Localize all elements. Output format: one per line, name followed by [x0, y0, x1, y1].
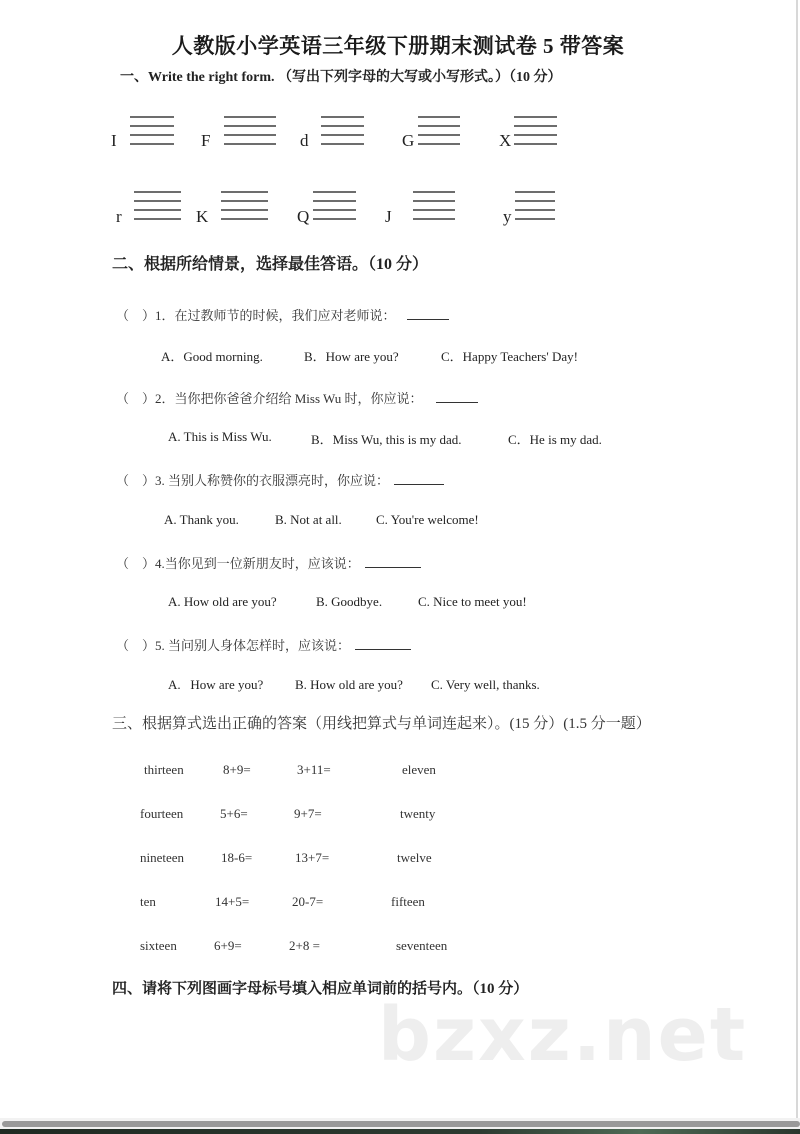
question-3: [116, 470, 444, 489]
writing-lines: [313, 191, 356, 227]
option-1c: C．Happy Teachers' Day!: [441, 349, 578, 364]
option-5b: B. How old are you?: [295, 677, 403, 692]
match-word-left: sixteen: [140, 938, 177, 953]
match-word-left: fourteen: [140, 806, 184, 821]
writing-lines: [515, 191, 555, 227]
answer-blank: [365, 555, 421, 568]
match-equation: 2+8 =: [289, 938, 320, 953]
match-equation: 18-6=: [221, 850, 253, 865]
section4-heading: 四、请将下列图画字母标号填入相应单词前的括号内。（10 分）: [112, 981, 529, 997]
answer-blank: [394, 472, 444, 485]
option-5a: A. How are you?: [168, 677, 264, 692]
letter-F: F: [201, 131, 211, 150]
match-equation: 3+11=: [297, 762, 331, 777]
section3-heading: 三、根据算式选出正确的答案（用线把算式与单词连起来）。(15 分）(1.5 分一题）: [112, 716, 651, 732]
letter-y: y: [503, 207, 512, 226]
option-1a: A．Good morning.: [161, 349, 263, 364]
question-prompt: （ ）3. 当别人称赞你的衣服漂亮时，你应说：: [116, 473, 390, 488]
match-word-right: twenty: [400, 806, 436, 821]
match-word-left: ten: [140, 894, 156, 909]
writing-lines: [130, 116, 174, 152]
option-5c: C. Very well, thanks.: [431, 677, 540, 692]
answer-blank: [407, 307, 449, 320]
question-prompt: （ ）4.当你见到一位新朋友时，应该说：: [116, 556, 360, 571]
match-word-right: eleven: [402, 762, 436, 777]
question-5: [116, 635, 411, 654]
horizontal-scrollbar-thumb[interactable]: [2, 1121, 800, 1127]
background-strip: [0, 1129, 800, 1134]
writing-lines: [221, 191, 268, 227]
match-equation: 5+6=: [220, 806, 248, 821]
section1-heading: 一、Write the right form. （写出下列字母的大写或小写形式。）（10 分）: [120, 70, 562, 85]
letter-X: X: [499, 131, 512, 150]
letter-Q: Q: [297, 207, 310, 226]
match-equation: 9+7=: [294, 806, 322, 821]
letter-K: K: [196, 207, 209, 226]
letter-J: J: [385, 207, 392, 226]
option-4b: B. Goodbye.: [316, 594, 383, 609]
question-prompt: （ ）5. 当问别人身体怎样时，应该说：: [116, 638, 351, 653]
writing-lines: [134, 191, 181, 227]
question-2: [116, 388, 478, 407]
letter-r: r: [116, 207, 122, 226]
match-equation: 6+9=: [214, 938, 242, 953]
match-word-right: fifteen: [391, 894, 425, 909]
question-prompt: （ ）1．在过教师节的时候，我们应对老师说：: [116, 308, 396, 323]
option-3c: C. You're welcome!: [376, 512, 479, 527]
watermark: bzxz.net: [378, 992, 748, 1078]
match-word-right: seventeen: [396, 938, 448, 953]
document-title: 人教版小学英语三年级下册期末测试卷 5 带答案: [171, 34, 625, 58]
answer-blank: [355, 637, 411, 650]
option-2b: B．Miss Wu, this is my dad.: [311, 432, 462, 447]
answer-blank: [436, 390, 478, 403]
question-4: [116, 553, 421, 572]
match-equation: 13+7=: [295, 850, 330, 865]
match-word-left: nineteen: [140, 850, 185, 865]
match-equation: 14+5=: [215, 894, 250, 909]
question-prompt: （ ）2．当你把你爸爸介绍给 Miss Wu 时，你应说：: [116, 391, 423, 406]
letter-G: G: [402, 131, 415, 150]
option-2c: C．He is my dad.: [508, 432, 602, 447]
match-equation: 20-7=: [292, 894, 324, 909]
section2-heading: 二、根据所给情景，选择最佳答语。（10 分）: [112, 256, 429, 273]
option-3a: A. Thank you.: [164, 512, 239, 527]
match-word-right: twelve: [397, 850, 432, 865]
option-3b: B. Not at all.: [275, 512, 342, 527]
letter-I: I: [111, 131, 117, 150]
writing-lines: [224, 116, 276, 152]
writing-lines: [418, 116, 460, 152]
match-word-left: thirteen: [144, 762, 184, 777]
letter-d: d: [300, 131, 309, 150]
option-2a: A. This is Miss Wu.: [168, 429, 272, 444]
option-4a: A. How old are you?: [168, 594, 277, 609]
writing-lines: [514, 116, 557, 152]
option-1b: B．How are you?: [304, 349, 399, 364]
writing-lines: [321, 116, 364, 152]
writing-lines: [413, 191, 455, 227]
option-4c: C. Nice to meet you!: [418, 594, 527, 609]
question-1: [116, 305, 449, 324]
match-equation: 8+9=: [223, 762, 251, 777]
